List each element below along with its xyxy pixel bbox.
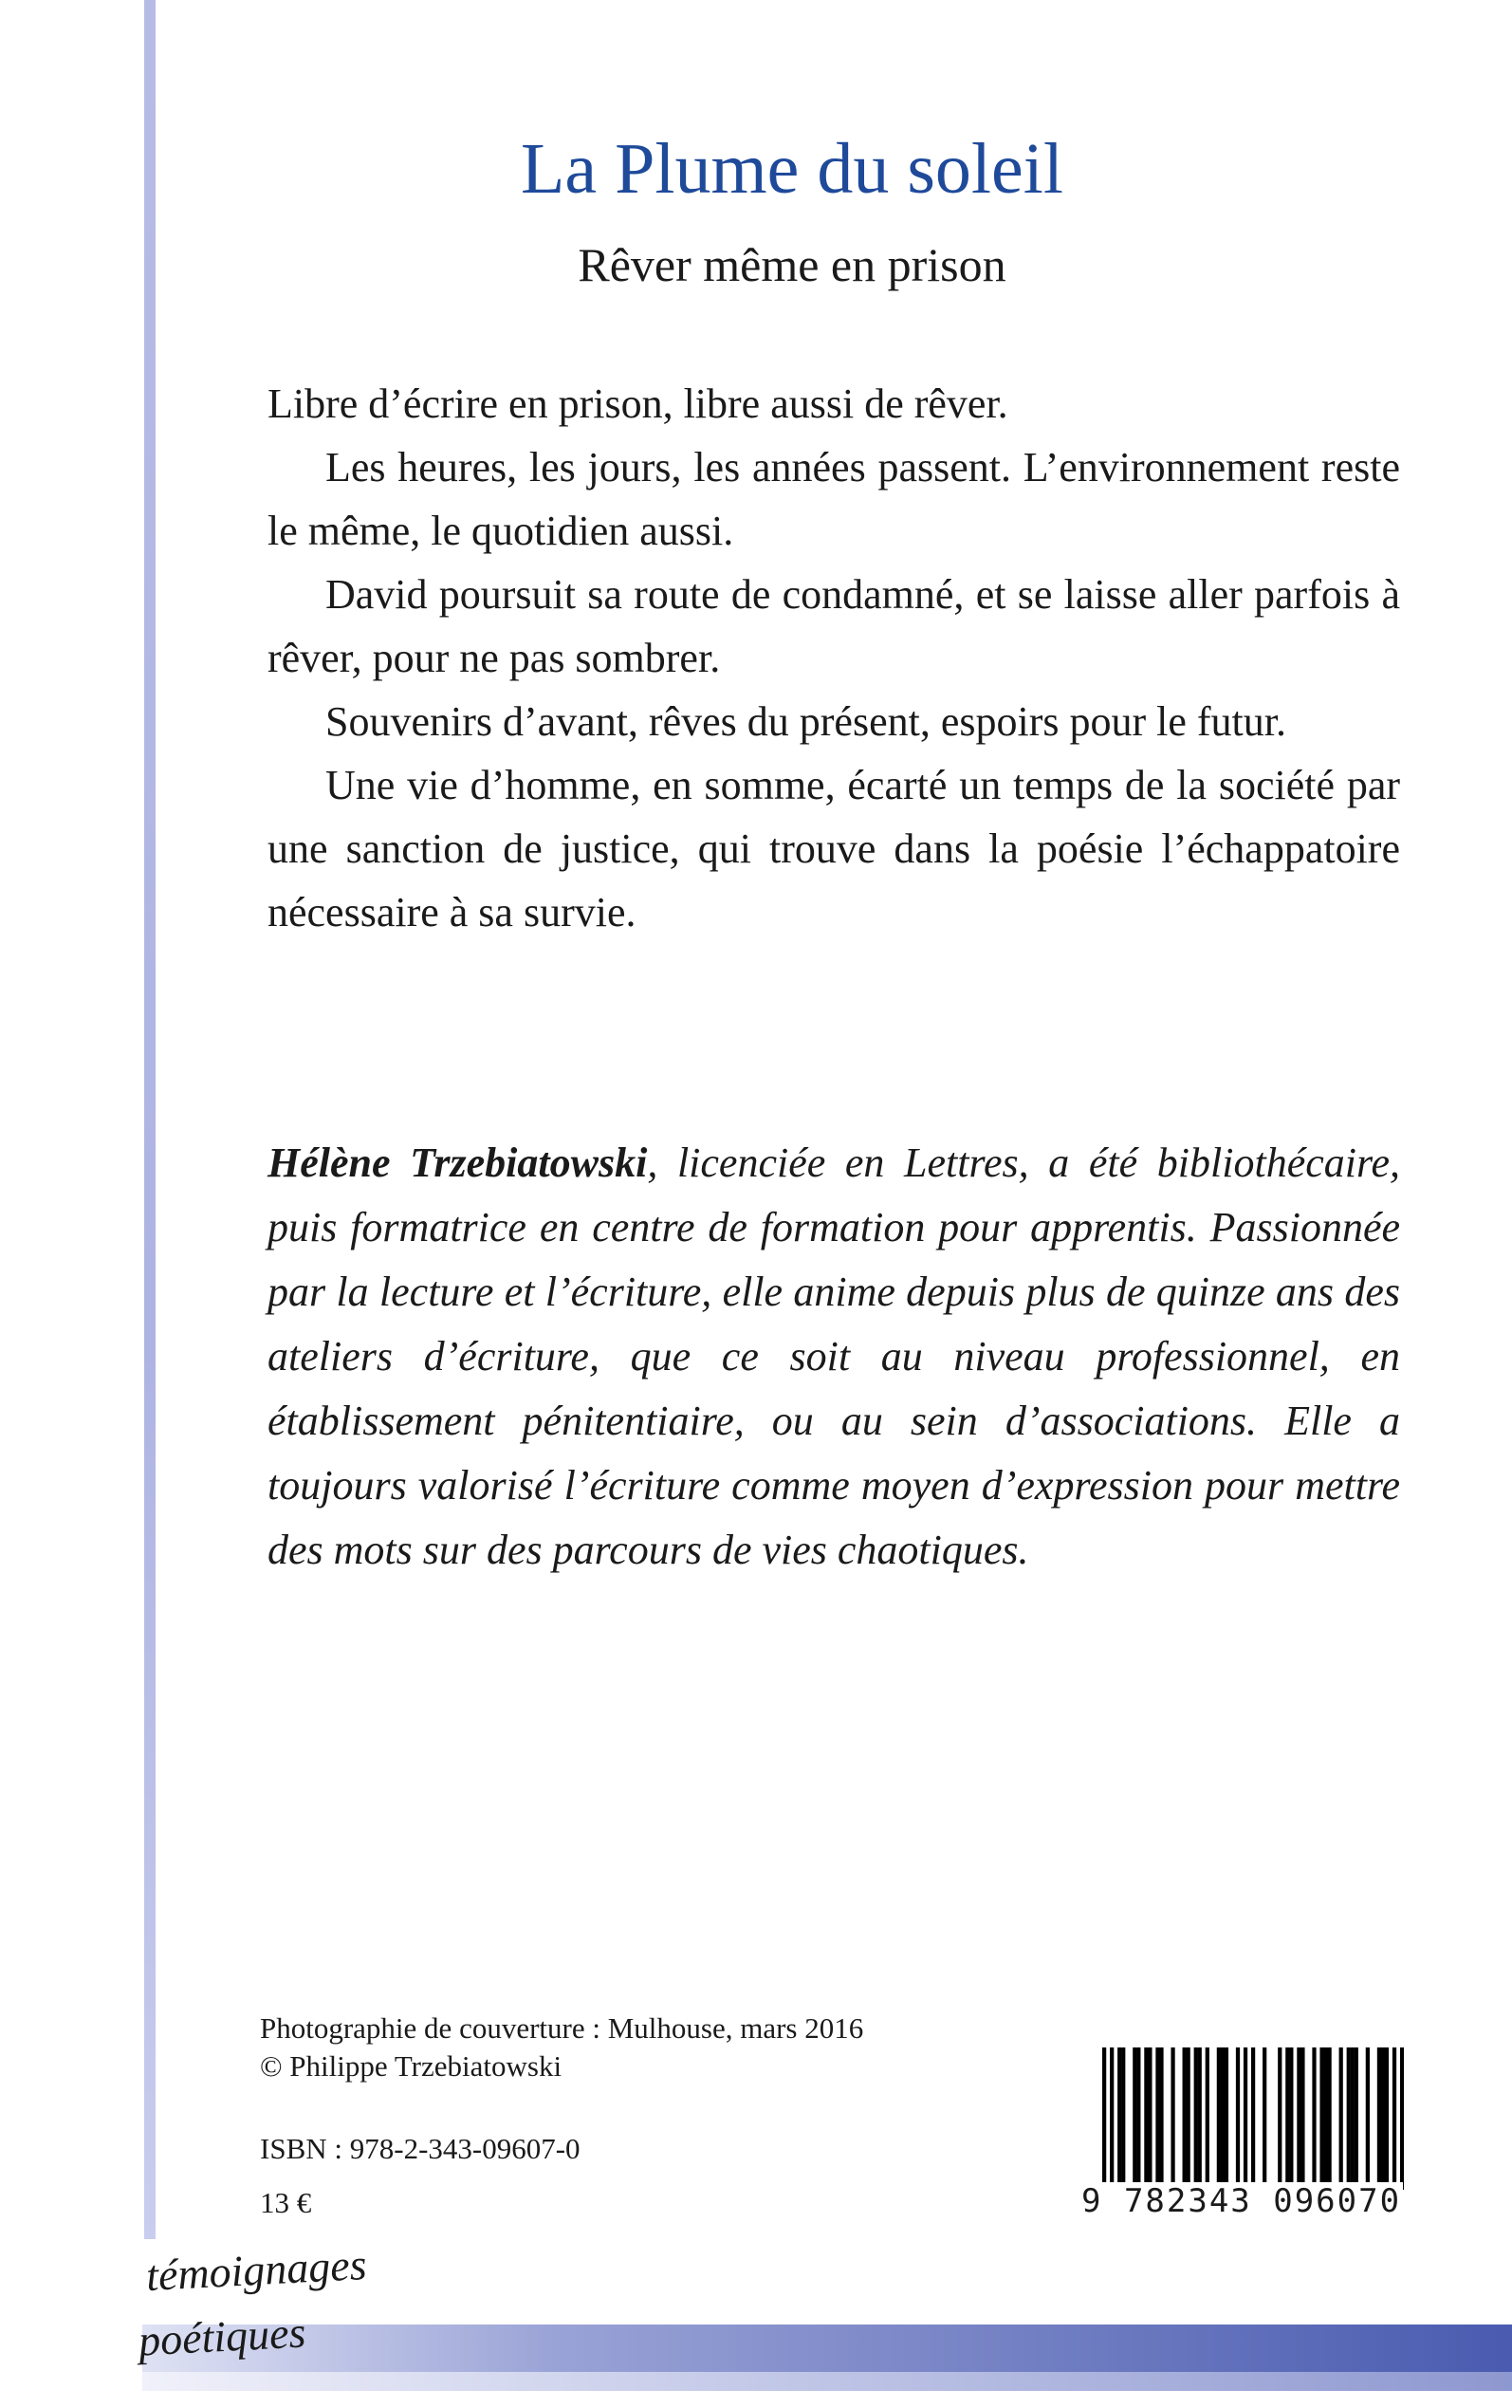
barcode-bar [1225, 2047, 1228, 2190]
barcode-bar [1381, 2047, 1385, 2190]
barcode-bar [1117, 2047, 1121, 2190]
barcode-bar [1251, 2047, 1255, 2190]
barcode-bar [1278, 2047, 1282, 2190]
blurb [267, 372, 1400, 944]
barcode-bar [1155, 2047, 1159, 2190]
barcode-bar [1300, 2047, 1304, 2190]
barcode-bar [1297, 2047, 1300, 2190]
barcode-bar [1351, 2047, 1355, 2190]
author-bio [267, 1131, 1400, 1583]
barcode-bar [1236, 2047, 1240, 2190]
barcode-bar [1347, 2047, 1351, 2190]
barcode-bar [1198, 2047, 1202, 2190]
blurb-paragraph: David poursuit sa route de condamné, et se laisse aller parfois à rêver, pour ne pas sombrer. [267, 571, 1400, 681]
barcode-bar [1171, 2047, 1174, 2190]
barcode-bar [1183, 2047, 1187, 2190]
barcode-bar [1144, 2047, 1148, 2190]
book-subtitle: Rêver même en prison [578, 238, 1006, 291]
barcode-bar [1377, 2047, 1381, 2190]
series-name-line1: témoignages [144, 2239, 368, 2301]
isbn: ISBN : 978-2-343-09607-0 [260, 2132, 581, 2165]
barcode-bar [1102, 2047, 1106, 2190]
barcode-bar [1206, 2047, 1209, 2190]
barcode-bar [1263, 2047, 1266, 2190]
price: 13 € [260, 2186, 312, 2219]
barcode-bar [1136, 2047, 1140, 2190]
barcode-bar [1121, 2047, 1125, 2190]
barcode-bar [1194, 2047, 1198, 2190]
left-decorative-rule [144, 0, 156, 2239]
barcode-bar [1400, 2047, 1404, 2190]
barcode-bar [1319, 2047, 1323, 2190]
barcode-bar [1339, 2047, 1343, 2190]
series-band-shadow [142, 2372, 1512, 2391]
photo-credits [260, 2010, 863, 2085]
blurb-paragraph: Libre d’écrire en prison, libre aussi de rêver. [267, 380, 1008, 427]
barcode-bar [1392, 2047, 1396, 2190]
blurb-paragraph: Les heures, les jours, les années passent. L’environnement reste le même, le quotidien aussi. [267, 444, 1400, 554]
barcode-bar [1133, 2047, 1136, 2190]
barcode-bar [1385, 2047, 1389, 2190]
barcode-bar [1217, 2047, 1221, 2190]
barcode-bars [1102, 2047, 1404, 2190]
barcode-bar [1285, 2047, 1289, 2190]
barcode-digits-text: 9 782343 096070 [1081, 2182, 1402, 2220]
barcode-bar [1221, 2047, 1225, 2190]
author-name: Hélène Trzebiatowski [267, 1139, 648, 1186]
blurb-paragraph: Une vie d’homme, en somme, écarté un temps de la société par une sanction de justice, qui trouve dans la poésie l’échappatoire nécessaire à sa survie. [267, 762, 1400, 935]
author-bio-text: , licenciée en Lettres, a été bibliothécaire, puis formatrice en centre de formation pour apprentis. Passionnée par la lecture et l’écriture, elle anime depuis plus de quinze ans des ateliers d’écriture, que ce soit au niveau professionnel, en établissement pénitentiaire, ou au sein d’associations. Elle a toujours valorisé l’écriture comme moyen d’expression pour mettre des mots sur des parcours de vies chaotiques. [267, 1139, 1401, 1573]
barcode-bar [1312, 2047, 1316, 2190]
barcode-bar [1289, 2047, 1293, 2190]
barcode-bar [1366, 2047, 1370, 2190]
copyright: © Philippe Trzebiatowski [260, 2049, 562, 2083]
book-title: La Plume du soleil [520, 129, 1064, 209]
barcode-bar [1323, 2047, 1327, 2190]
barcode-digits [1079, 2182, 1411, 2220]
barcode-bar [1355, 2047, 1358, 2190]
barcode-bar [1327, 2047, 1331, 2190]
photo-credit: Photographie de couverture : Mulhouse, mars 2016 [260, 2011, 864, 2045]
barcode-bar [1187, 2047, 1190, 2190]
barcode-bar [1148, 2047, 1152, 2190]
barcode-bar [1110, 2047, 1114, 2190]
barcode-bar [1159, 2047, 1163, 2190]
barcode-bar [1244, 2047, 1247, 2190]
series-name-line2: poétiques [137, 2307, 307, 2365]
blurb-paragraph: Souvenirs d’avant, rêves du présent, espoirs pour le futur. [325, 698, 1286, 745]
